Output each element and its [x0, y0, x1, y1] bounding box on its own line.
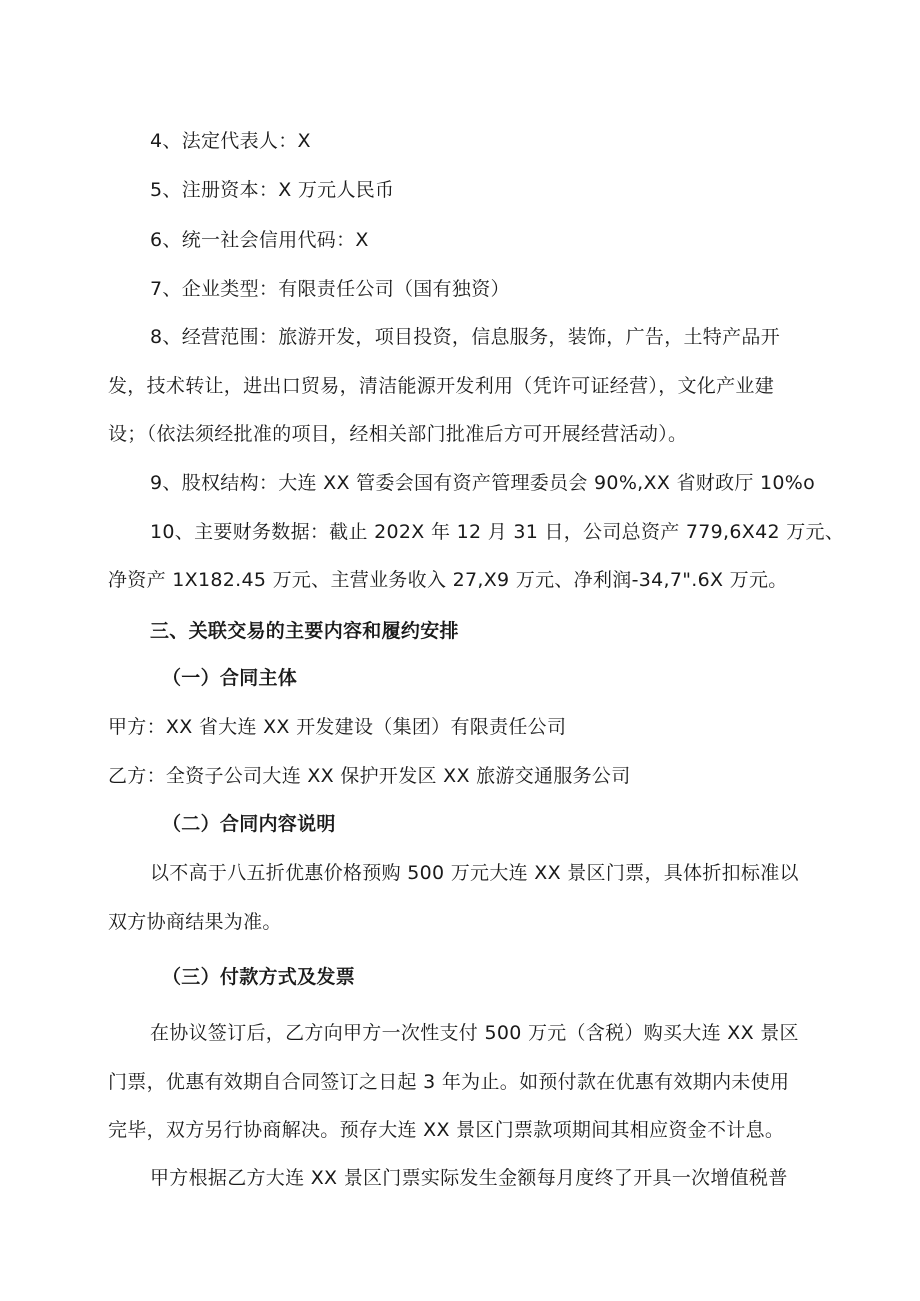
subheading-contract-content: （二）合同内容说明	[162, 813, 336, 835]
party-a-line: 甲方：XX 省大连 XX 开发建设（集团）有限责任公司	[108, 716, 567, 738]
subheading-contract-parties: （一）合同主体	[162, 667, 298, 689]
equity-structure-line: 9、股权结构：大连 XX 管委会国有资产管理委员会 90%,XX 省财政厅 10%o	[150, 472, 816, 494]
payment-line-1: 在协议签订后，乙方向甲方一次性支付 500 万元（含税）购买大连 XX 景区	[150, 1022, 799, 1044]
business-scope-line-3: 设；（依法须经批准的项目，经相关部门批准后方可开展经营活动）。	[108, 423, 688, 445]
party-b-line: 乙方：全资子公司大连 XX 保护开发区 XX 旅游交通服务公司	[108, 765, 631, 787]
financial-data-line-2: 净资产 1X182.45 万元、主营业务收入 27,X9 万元、净利润-34,7".6X 万元。	[108, 569, 788, 591]
invoice-line-1: 甲方根据乙方大连 XX 景区门票实际发生金额每月度终了开具一次增值税普	[150, 1167, 788, 1189]
business-scope-line-1: 8、经营范围：旅游开发，项目投资，信息服务，装饰，广告，土特产品开	[150, 326, 780, 348]
payment-line-2: 门票，优惠有效期自合同签订之日起 3 年为止。如预付款在优惠有效期内未使用	[108, 1071, 790, 1093]
contract-content-line-2: 双方协商结果为准。	[108, 911, 282, 933]
contract-content-line-1: 以不高于八五折优惠价格预购 500 万元大连 XX 景区门票，具体折扣标准以	[150, 862, 799, 884]
legal-representative-line: 4、法定代表人：X	[150, 130, 311, 152]
business-scope-line-2: 发，技术转让，进出口贸易，清洁能源开发利用（凭许可证经营），文化产业建	[108, 375, 775, 397]
credit-code-line: 6、统一社会信用代码：X	[150, 229, 369, 251]
section-heading-3: 三、关联交易的主要内容和履约安排	[150, 620, 459, 642]
payment-line-3: 完毕，双方另行协商解决。预存大连 XX 景区门票款项期间其相应资金不计息。	[108, 1119, 785, 1141]
company-type-line: 7、企业类型：有限责任公司（国有独资）	[150, 278, 510, 300]
subheading-payment-invoice: （三）付款方式及发票	[162, 966, 356, 988]
financial-data-line-1: 10、主要财务数据：截止 202X 年 12 月 31 日，公司总资产 779,6X42 万元、	[150, 521, 845, 543]
registered-capital-line: 5、注册资本：X 万元人民币	[150, 179, 395, 201]
